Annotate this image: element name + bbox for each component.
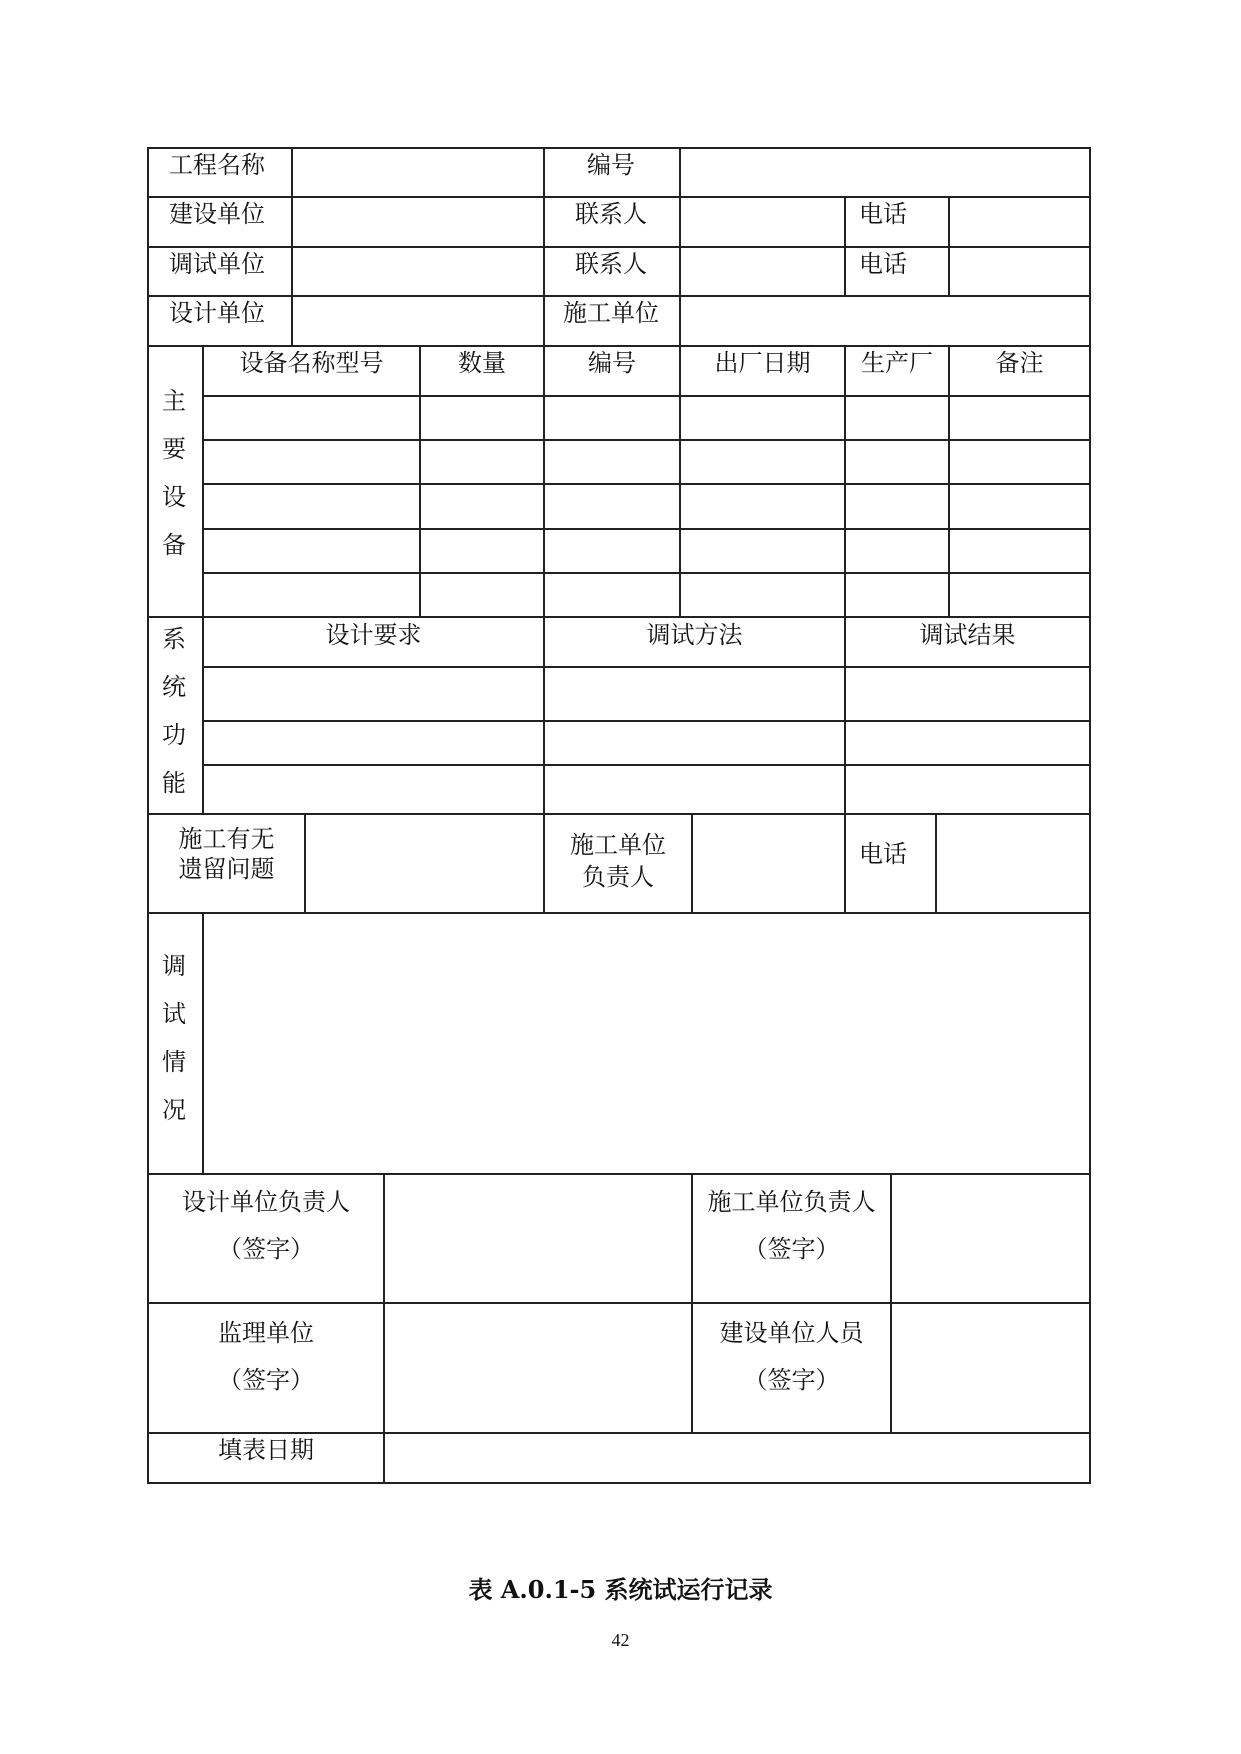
- sign-note: （签字）: [218, 1235, 314, 1263]
- table-rule: [202, 528, 1091, 530]
- contact-label: 联系人: [575, 200, 647, 228]
- page-number: 42: [611, 1630, 630, 1650]
- table-rule: [147, 295, 1091, 297]
- table-rule: [844, 196, 846, 295]
- table-rule: [202, 345, 204, 616]
- phone-label: 电话: [859, 250, 907, 278]
- table-rule: [202, 912, 204, 1173]
- construction-unit-label: 建设单位: [169, 200, 265, 228]
- equipment-header: 设备名称型号: [239, 349, 384, 377]
- leftover-issues-label: 施工有无: [178, 825, 275, 853]
- number-label: 编号: [587, 151, 635, 179]
- table-rule: [147, 1482, 1091, 1484]
- record-table: [147, 147, 1091, 1484]
- equipment-header: 备注: [995, 349, 1044, 377]
- sign-note: （签字）: [218, 1366, 314, 1394]
- builder-head-label: 负责人: [582, 863, 654, 891]
- builder-unit-label: 施工单位: [563, 299, 659, 327]
- table-rule: [844, 813, 846, 912]
- owner-staff-label: 建设单位人员: [719, 1319, 864, 1347]
- equipment-section-label: 主 要 设 备: [162, 387, 186, 559]
- table-rule: [202, 439, 1091, 441]
- leftover-issues-label: 遗留问题: [178, 855, 275, 883]
- table-rule: [304, 813, 306, 912]
- table-rule: [147, 147, 149, 1484]
- table-rule: [679, 147, 681, 345]
- table-rule: [202, 720, 1091, 722]
- table-rule: [202, 764, 1091, 766]
- table-rule: [948, 196, 950, 295]
- table-rule: [543, 345, 545, 616]
- supervision-unit-label: 监理单位: [218, 1319, 314, 1347]
- fill-date-label: 填表日期: [218, 1436, 314, 1464]
- sign-note: （签字）: [743, 1366, 840, 1394]
- phone-label: 电话: [859, 200, 907, 228]
- table-rule: [679, 345, 681, 616]
- table-rule: [147, 1173, 1091, 1175]
- table-rule: [147, 912, 1091, 914]
- table-rule: [691, 813, 693, 912]
- design-head-sign-label: 设计单位负责人: [182, 1188, 350, 1216]
- table-rule: [383, 1173, 385, 1484]
- equipment-header: 生产厂: [861, 349, 933, 377]
- table-rule: [291, 147, 293, 345]
- table-rule: [419, 345, 421, 616]
- contact-label: 联系人: [575, 250, 647, 278]
- table-rule: [1089, 147, 1091, 1484]
- table-rule: [202, 666, 1091, 668]
- table-rule: [935, 813, 937, 912]
- function-header: 调试结果: [919, 621, 1016, 649]
- table-rule: [890, 1173, 892, 1432]
- sign-note: （签字）: [743, 1235, 840, 1263]
- builder-head-label: 施工单位: [570, 831, 666, 859]
- table-caption: 表 A.0.1-5 系统试运行记录: [468, 1575, 773, 1604]
- equipment-header: 数量: [458, 349, 506, 377]
- function-section-label: 系 统 功 能: [162, 625, 186, 797]
- table-rule: [202, 572, 1091, 574]
- table-rule: [948, 345, 950, 616]
- table-rule: [202, 483, 1091, 485]
- table-rule: [202, 395, 1091, 397]
- table-rule: [147, 813, 1091, 815]
- function-header: 调试方法: [646, 621, 743, 649]
- table-rule: [147, 616, 1091, 618]
- table-rule: [147, 1432, 1091, 1434]
- table-rule: [147, 147, 1091, 149]
- phone-label: 电话: [859, 840, 907, 868]
- project-name-label: 工程名称: [169, 151, 265, 179]
- table-rule: [543, 147, 545, 345]
- table-rule: [844, 345, 846, 616]
- commissioning-unit-label: 调试单位: [169, 250, 265, 278]
- commissioning-status-label: 调 试 情 况: [162, 952, 186, 1124]
- builder-head-sign-label: 施工单位负责人: [707, 1188, 876, 1216]
- table-rule: [147, 1302, 1091, 1304]
- equipment-header: 编号: [588, 349, 636, 377]
- equipment-header: 出厂日期: [714, 349, 811, 377]
- function-header: 设计要求: [325, 621, 422, 649]
- design-unit-label: 设计单位: [169, 299, 265, 327]
